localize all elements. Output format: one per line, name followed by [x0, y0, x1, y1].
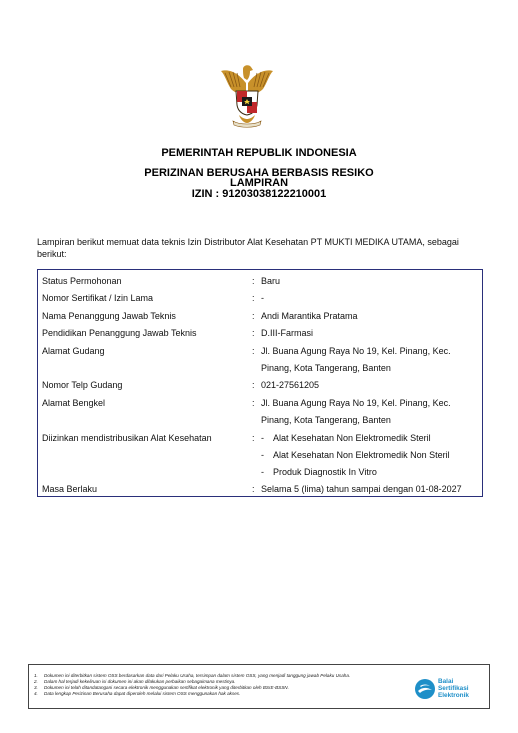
phone-label: Nomor Telp Gudang: [42, 380, 123, 390]
warehouse-label: Alamat Gudang: [42, 346, 105, 356]
garuda-emblem-icon: [219, 63, 275, 129]
colon: :: [252, 433, 255, 443]
allowed-item-text: Alat Kesehatan Non Elektromedik Non Steril: [273, 450, 450, 460]
workshop-label: Alamat Bengkel: [42, 398, 106, 408]
colon: :: [252, 311, 255, 321]
footer-notes-box: [28, 664, 490, 709]
bsre-line: Sertifikasi: [438, 685, 469, 692]
colon: :: [252, 346, 255, 356]
colon: :: [252, 484, 255, 494]
cert-value: -: [261, 293, 264, 303]
note-number: 3.: [34, 685, 38, 690]
workshop-value-line1: Jl. Buana Agung Raya No 19, Kel. Pinang, Kec.: [261, 398, 451, 408]
bsre-logo: [414, 675, 484, 703]
government-title: PEMERINTAH REPUBLIK INDONESIA: [161, 147, 357, 159]
colon: :: [252, 276, 255, 286]
note-number: 1.: [34, 673, 38, 678]
edu-label: Pendidikan Penanggung Jawab Teknis: [42, 328, 197, 338]
allowed-item: [261, 467, 377, 477]
warehouse-value-line1: Jl. Buana Agung Raya No 19, Kel. Pinang, Kec.: [261, 346, 451, 356]
warehouse-value-line2: Pinang, Kota Tangerang, Banten: [261, 363, 391, 373]
bullet-dash: -: [261, 450, 264, 460]
note-number: 2.: [34, 679, 38, 684]
allowed-item-text: Alat Kesehatan Non Elektromedik Steril: [273, 433, 431, 443]
note-number: 4.: [34, 691, 38, 696]
validity-value: Selama 5 (lima) tahun sampai dengan 01-08-2027: [261, 484, 462, 494]
colon: :: [252, 380, 255, 390]
colon: :: [252, 398, 255, 408]
intro-text: Lampiran berikut memuat data teknis Izin Distributor Alat Kesehatan PT MUKTI MEDIKA UTAMA, sebagai berikut:: [37, 237, 459, 259]
details-box: [37, 269, 483, 497]
note-item: [34, 691, 414, 697]
note-text: Dokumen ini diterbitkan sistem OSS berdasarkan data dari Pelaku Usaha, tersimpan dalam sistem OSS, yang menjadi tanggung jawab Pelaku Usaha.: [44, 673, 351, 678]
workshop-value-line2: Pinang, Kota Tangerang, Banten: [261, 415, 391, 425]
permit-number: IZIN : 91203038122210001: [191, 188, 327, 200]
note-text: Data lengkap Perizinan Berusaha dapat diperoleh melalui sistem OSS menggunakan hak akses.: [44, 691, 241, 696]
status-label: Status Permohonan: [42, 276, 122, 286]
pic-value: Andi Marantika Pratama: [261, 311, 358, 321]
bullet-dash: -: [261, 467, 264, 477]
pic-label: Nama Penanggung Jawab Teknis: [42, 311, 176, 321]
allowed-label: Diizinkan mendistribusikan Alat Kesehatan: [42, 433, 212, 443]
validity-label: Masa Berlaku: [42, 484, 98, 494]
status-value: Baru: [261, 276, 281, 286]
colon: :: [252, 328, 255, 338]
bsre-line: Balai: [438, 678, 454, 685]
cert-label: Nomor Sertifikat / Izin Lama: [42, 293, 154, 303]
allowed-item-text: Produk Diagnostik In Vitro: [273, 467, 377, 477]
allowed-item: [261, 433, 431, 443]
edu-value: D.III-Farmasi: [261, 328, 314, 338]
colon: :: [252, 293, 255, 303]
note-text: Dalam hal terjadi kekeliruan isi dokumen ini akan dilakukan perbaikan sebagaimana mestinya.: [44, 679, 236, 684]
bsre-line: Elektronik: [438, 692, 469, 699]
phone-value: 021-27561205: [261, 380, 320, 390]
section-title: LAMPIRAN: [229, 177, 289, 189]
document-subtitle: PERIZINAN BERUSAHA BERBASIS RESIKO: [144, 167, 374, 179]
allowed-item: [261, 450, 450, 460]
bullet-dash: -: [261, 433, 264, 443]
note-text: Dokumen ini telah ditandatangani secara elektronik menggunakan sertifikat elektronik yang diterbitkan oleh BSrE-BSSN.: [44, 685, 289, 690]
bsre-text: [438, 678, 469, 699]
footer-notes: [34, 673, 414, 697]
bsre-icon: [414, 678, 436, 700]
